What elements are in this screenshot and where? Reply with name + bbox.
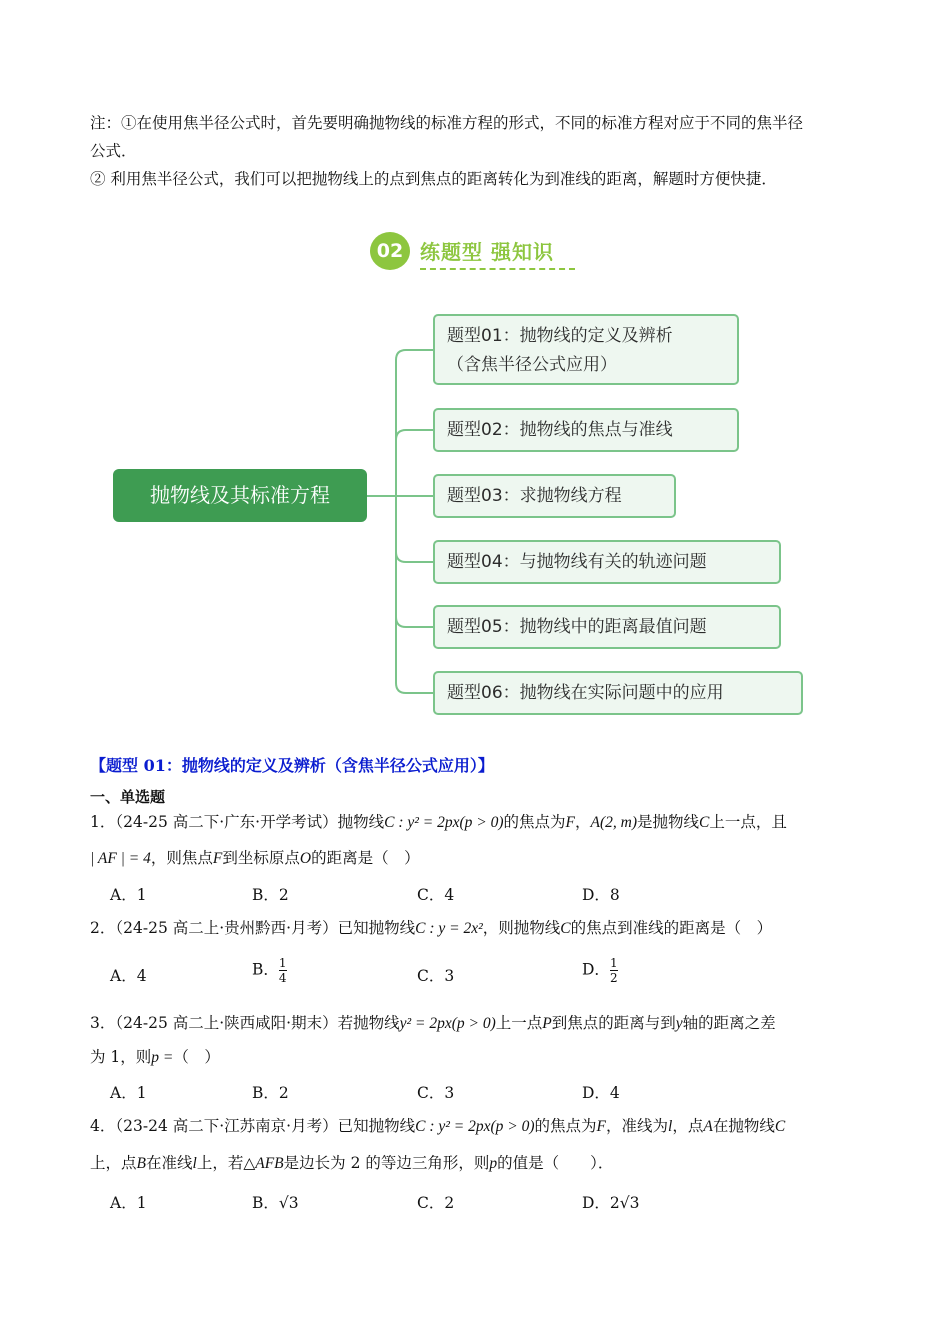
fraction	[610, 956, 618, 985]
math: C	[774, 1118, 786, 1135]
text: 的焦点为	[503, 813, 566, 831]
math: C : y = 2x²	[415, 920, 483, 937]
math: C : y² = 2px(p > 0)	[415, 1118, 535, 1135]
text: 已知抛物线	[337, 919, 416, 937]
q1-option-c[interactable]: C．4	[417, 886, 455, 904]
text: 是抛物线	[637, 813, 700, 831]
question-4-line-2	[90, 1152, 613, 1175]
text: 到焦点的距离与到	[551, 1014, 676, 1032]
text: 的焦点到准线的距离是（ ）	[570, 919, 773, 937]
q1-option-b[interactable]: B．2	[252, 886, 289, 904]
math: A	[703, 1118, 713, 1135]
text: 上一点	[495, 1014, 543, 1032]
denominator: 4	[278, 971, 287, 985]
math: y	[675, 1015, 683, 1032]
q2-option-c[interactable]: C．3	[417, 967, 455, 985]
mindmap-node-1-line2: （含焦半径公式应用）	[447, 355, 617, 375]
math: A(2, m)	[590, 814, 638, 831]
math: AFB	[255, 1155, 284, 1172]
math: l	[192, 1155, 197, 1172]
math: O	[299, 850, 312, 867]
q1-option-d[interactable]: D．8	[582, 886, 620, 904]
math: F	[565, 814, 575, 831]
text: 的焦点为	[534, 1117, 597, 1135]
q2-option-b[interactable]	[252, 956, 287, 985]
q3-option-b[interactable]: B．2	[252, 1084, 289, 1102]
text: 上，若△	[196, 1154, 256, 1172]
math: l	[668, 1118, 673, 1135]
q4-option-a[interactable]: A．1	[110, 1194, 147, 1212]
q3-option-c[interactable]: C．3	[417, 1084, 455, 1102]
question-source: （24-25 高二上·贵州黔西·月考）	[115, 919, 338, 937]
text: ，则焦点	[150, 849, 213, 867]
question-number: 3．	[90, 1014, 116, 1032]
question-number: 2．	[90, 919, 116, 937]
question-1-line-2	[90, 847, 420, 870]
text: 是边长为 2 的等边三角形，则	[283, 1154, 490, 1172]
text: 抛物线	[337, 813, 385, 831]
math: F	[596, 1118, 606, 1135]
mindmap-node-2: 题型02：抛物线的焦点与准线	[433, 408, 739, 452]
q4-option-c[interactable]: C．2	[417, 1194, 455, 1212]
text: ，则抛物线	[482, 919, 561, 937]
mindmap-node-1-line1: 题型01：抛物线的定义及辨析	[447, 326, 673, 346]
question-source: （24-25 高二上·陕西咸阳·期末）	[115, 1014, 338, 1032]
mindmap-root: 抛物线及其标准方程	[113, 469, 367, 522]
text: 上，点	[90, 1154, 137, 1172]
question-4-line-1	[90, 1115, 785, 1138]
section-number-badge: 02	[370, 232, 410, 270]
q3-option-d[interactable]: D．4	[582, 1084, 620, 1102]
q4-option-d[interactable]: D．2√3	[582, 1194, 640, 1212]
note-line-1: 注：①在使用焦半径公式时，首先要明确抛物线的标准方程的形式，不同的标准方程对应于不同的焦半径	[90, 114, 804, 132]
math: P	[542, 1015, 552, 1032]
section-subtitle: 一、单选题	[90, 788, 166, 806]
question-number: 4．	[90, 1117, 116, 1135]
text: 为 1，则	[90, 1048, 152, 1066]
banner-title: 练题型 强知识	[420, 240, 554, 264]
mindmap-node-5: 题型05：抛物线中的距离最值问题	[433, 605, 781, 649]
question-3-line-1	[90, 1012, 776, 1035]
text: 上一点，且	[709, 813, 787, 831]
text: ，	[575, 813, 591, 831]
text: 在准线	[145, 1154, 193, 1172]
text: 轴的距离之差	[682, 1014, 776, 1032]
numerator: 1	[278, 956, 287, 970]
q4-option-b[interactable]: B．√3	[252, 1194, 299, 1212]
denominator: 2	[609, 971, 618, 985]
question-3-line-2	[90, 1046, 220, 1069]
text: （ ）	[173, 1048, 220, 1066]
q1-option-a[interactable]: A．1	[110, 886, 147, 904]
math: C : y² = 2px(p > 0)	[384, 814, 504, 831]
option-label: D．	[582, 960, 610, 979]
text: 在抛物线	[712, 1117, 775, 1135]
text: 到坐标原点	[222, 849, 300, 867]
numerator: 1	[609, 956, 618, 970]
mindmap-node-1	[433, 314, 739, 385]
mindmap-node-6: 题型06：抛物线在实际问题中的应用	[433, 671, 803, 715]
text: 若抛物线	[337, 1014, 400, 1032]
math: p =	[151, 1049, 174, 1066]
note-line-2: 公式．	[90, 142, 137, 160]
text: 已知抛物线	[337, 1117, 416, 1135]
math: C	[560, 920, 571, 937]
math: | AF | = 4	[90, 850, 151, 867]
math: y² = 2px(p > 0)	[399, 1015, 496, 1032]
math: C	[699, 814, 710, 831]
question-source: （23-24 高二下·江苏南京·月考）	[115, 1117, 338, 1135]
math: p	[489, 1155, 498, 1172]
question-source: （24-25 高二下·广东·开学考试）	[115, 813, 338, 831]
math: B	[136, 1155, 146, 1172]
text: ，点	[672, 1117, 704, 1135]
text: 的值是（ ）．	[497, 1154, 614, 1172]
note-line-3: ② 利用焦半径公式，我们可以把抛物线上的点到焦点的距离转化为到准线的距离，解题时方便快捷．	[90, 170, 777, 188]
q3-option-a[interactable]: A．1	[110, 1084, 147, 1102]
question-1-line-1	[90, 811, 787, 834]
question-2-line-1	[90, 917, 772, 940]
question-number: 1．	[90, 813, 116, 831]
mindmap-node-3: 题型03：求抛物线方程	[433, 474, 676, 518]
text: 的距离是（ ）	[311, 849, 420, 867]
q2-option-a[interactable]: A．4	[110, 967, 147, 985]
option-label: B．	[252, 960, 279, 979]
q2-option-d[interactable]	[582, 956, 618, 985]
mindmap-node-4: 题型04：与抛物线有关的轨迹问题	[433, 540, 781, 584]
math: F	[212, 850, 223, 867]
section-title: 【题型 01：抛物线的定义及辨析（含焦半径公式应用）】	[90, 756, 494, 775]
fraction	[279, 956, 287, 985]
text: ，准线为	[606, 1117, 669, 1135]
